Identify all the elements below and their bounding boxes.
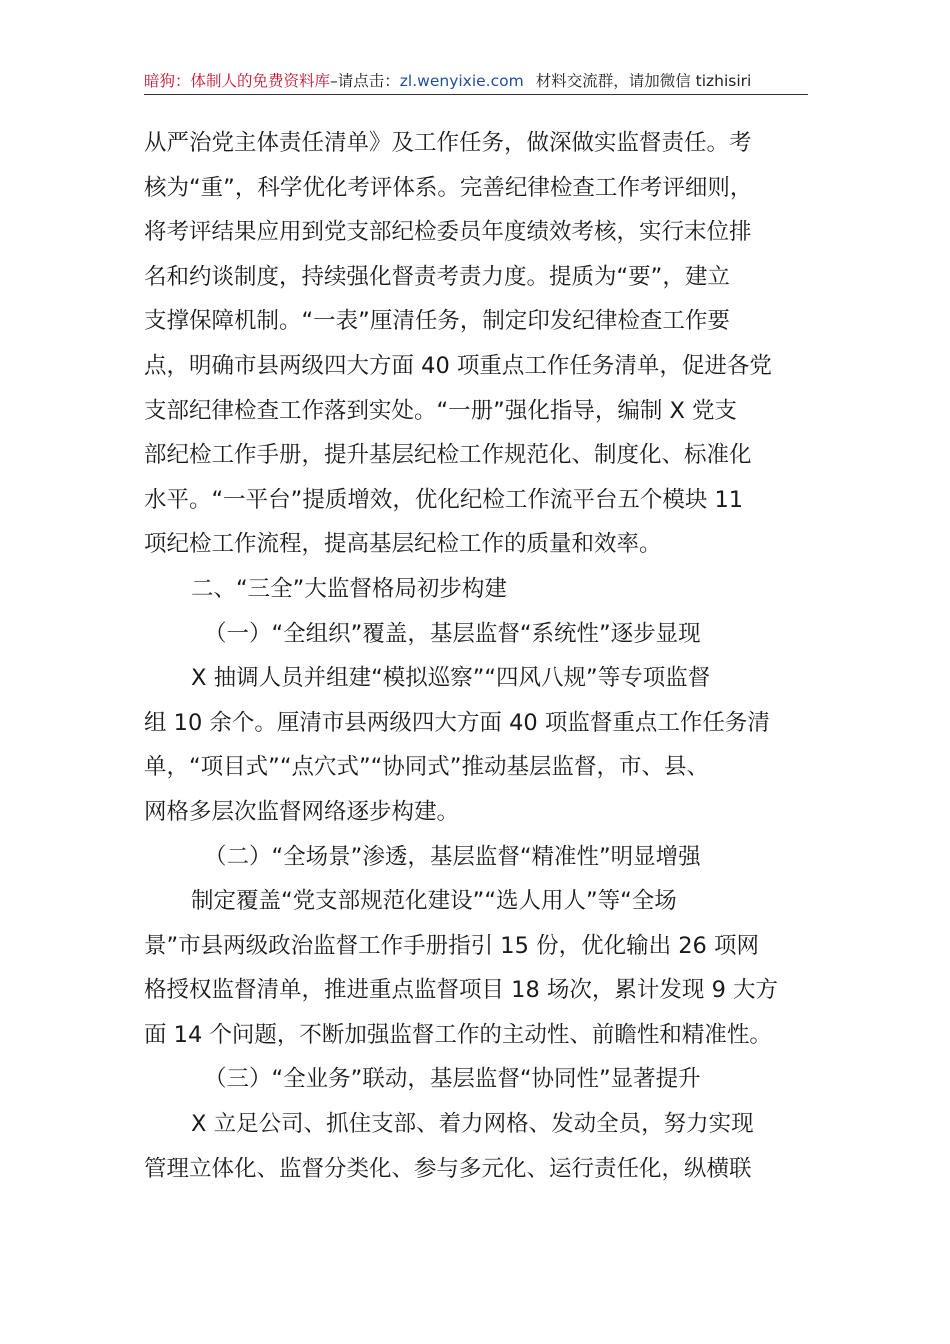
body-line: 从严治党主体责任清单》及工作任务，做深做实监督责任。考	[144, 130, 752, 156]
body-line: 核为“重”，科学优化考评体系。完善纪律检查工作考评细则，	[144, 174, 753, 201]
body-line: 单，“项目式”“点穴式”“协同式”推动基层监督，市、县、	[144, 754, 709, 781]
body-line: 组 10 余个。厘清市县两级四大方面 40 项监督重点工作任务清	[144, 709, 770, 736]
body-line: 网格多层次监督网络逐步构建。	[144, 798, 460, 825]
body-line: 名和约谈制度，持续强化督责考责力度。提质为“要”，建立	[144, 263, 730, 290]
paragraph-first-line: X 立足公司、抓住支部、着力网格、发动全员，努力实现	[191, 1111, 754, 1138]
body-line: 水平。“一平台”提质增效，优化纪检工作流平台五个模块 11	[144, 486, 744, 513]
subsection-heading: （三）“全业务”联动，基层监督“协同性”显著提升	[204, 1066, 701, 1093]
paragraph-first-line: 制定覆盖“党支部规范化建设”“选人用人”等“全场	[191, 888, 677, 915]
body-line: 将考评结果应用到党支部纪检委员年度绩效考核，实行末位排	[144, 219, 752, 246]
section-heading: 二、“三全”大监督格局初步构建	[191, 575, 507, 602]
page-header-banner	[144, 70, 808, 94]
body-line: 项纪检工作流程，提高基层纪检工作的质量和效率。	[144, 531, 662, 558]
header-prompt: –请点击：	[330, 72, 400, 90]
body-line: 支撑保障机制。“一表”厘清任务，制定印发纪律检查工作要	[144, 308, 730, 335]
header-divider	[144, 94, 808, 95]
body-line: 景”市县两级政治监督工作手册指引 15 份，优化输出 26 项网	[144, 932, 760, 959]
body-line: 部纪检工作手册，提升基层纪检工作规范化、制度化、标准化	[144, 442, 752, 469]
body-line: 管理立体化、监督分类化、参与多元化、运行责任化，纵横联	[144, 1155, 752, 1182]
header-contact: 材料交流群，请加微信 tizhisiri	[535, 72, 752, 90]
document-body	[144, 121, 812, 1191]
subsection-heading: （一）“全组织”覆盖，基层监督“系统性”逐步显现	[204, 620, 701, 647]
body-line: 点，明确市县两级四大方面 40 项重点工作任务清单，促进各党	[144, 352, 772, 379]
header-brand: 暗狗：体制人的免费资料库	[144, 72, 331, 90]
header-url-link[interactable]: zl.wenyixie.com	[399, 72, 524, 90]
body-line: 支部纪律检查工作落到实处。“一册”强化指导，编制 X 党支	[144, 397, 738, 424]
paragraph-first-line: X 抽调人员并组建“模拟巡察”“四风八规”等专项监督	[191, 665, 711, 692]
subsection-heading: （二）“全场景”渗透，基层监督“精准性”明显增强	[204, 843, 701, 870]
body-line: 面 14 个问题，不断加强监督工作的主动性、前瞻性和精准性。	[144, 1021, 772, 1048]
body-line: 格授权监督清单，推进重点监督项目 18 场次，累计发现 9 大方	[144, 977, 779, 1004]
